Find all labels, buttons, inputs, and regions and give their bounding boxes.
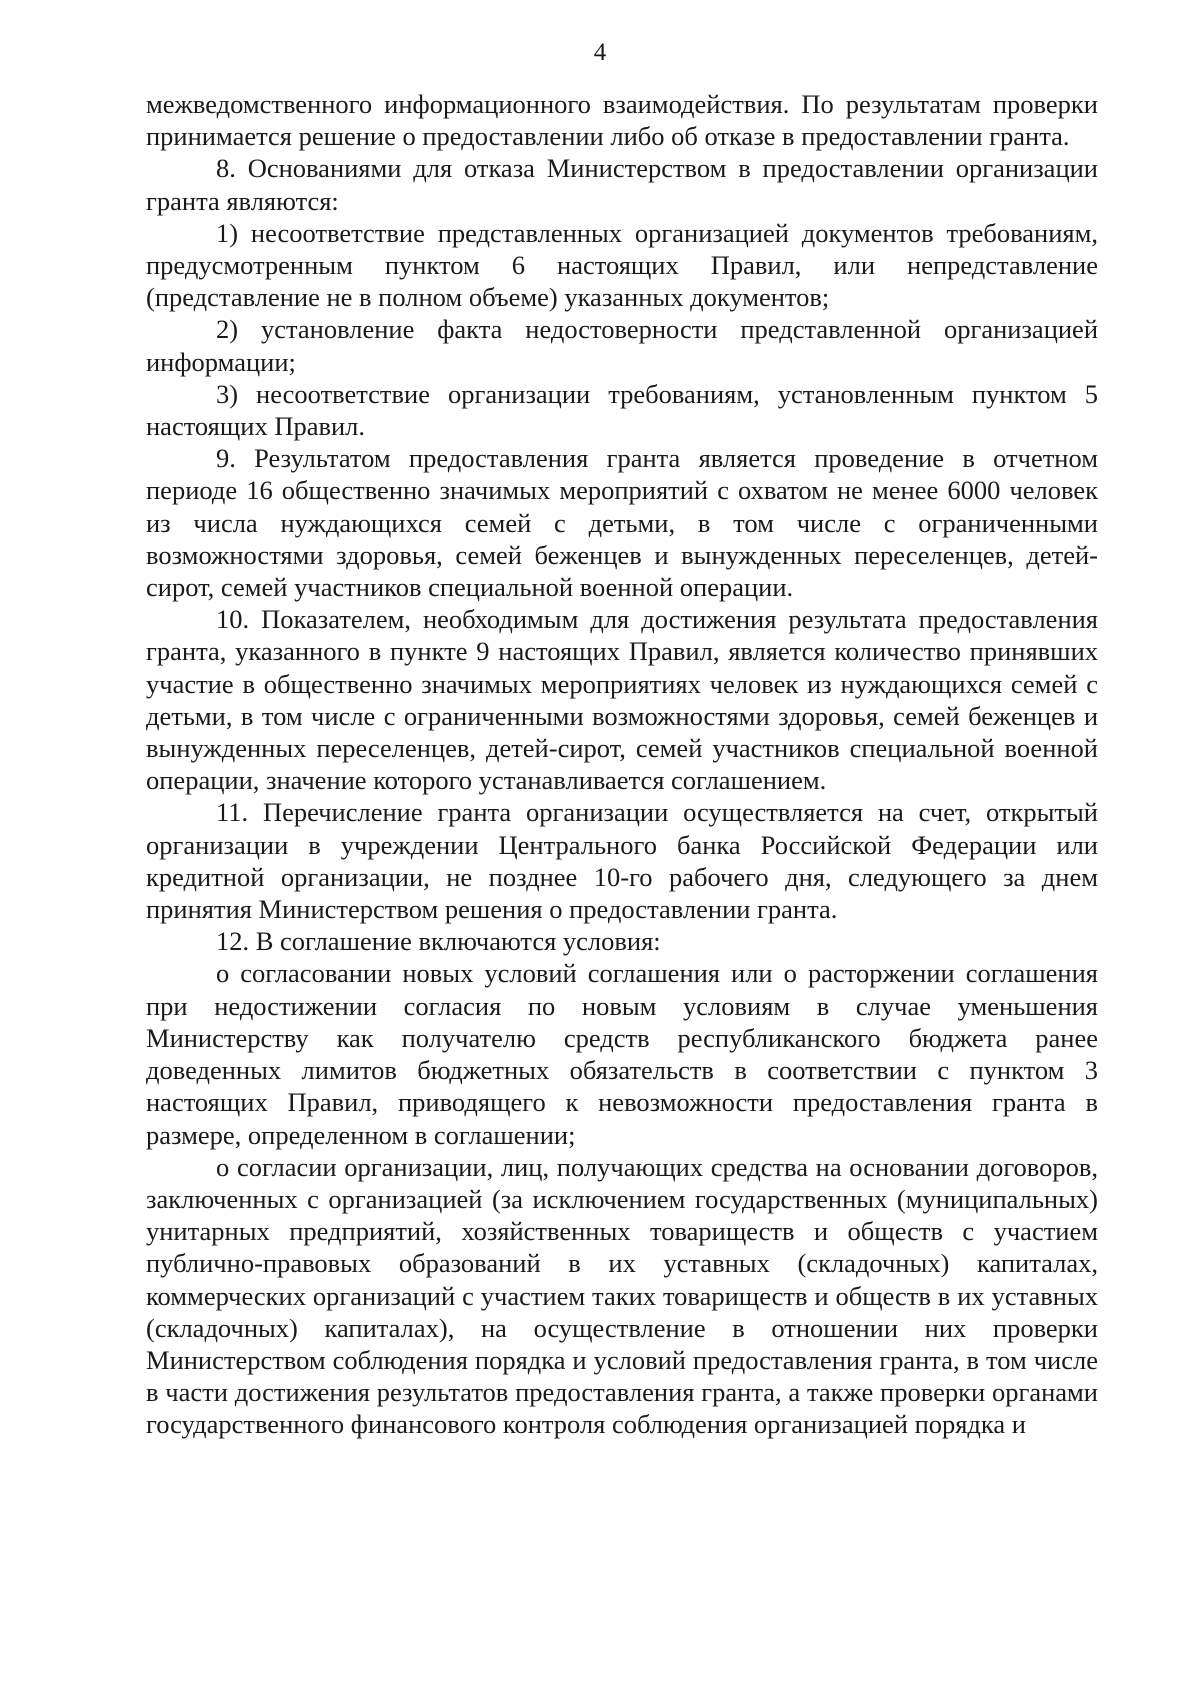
paragraph: 11. Перечисление гранта организации осуществляется на счет, открытый организации в учреждении Центрального банка Российской Федерации или кредитной организации, не позднее 10-го рабочего дня, следующего за днем принятия Министерством решения о предоставлении гранта. [146,797,1098,925]
paragraph: межведомственного информационного взаимодействия. По результатам проверки принимается решение о предоставлении либо об отказе в предоставлении гранта. [146,89,1098,152]
paragraph: о согласии организации, лиц, получающих средства на основании договоров, заключенных с организацией (за исключением государственных (муниципальных) унитарных предприятий, хозяйственных товариществ и обществ с участием публично-правовых образований в их уставных (складочных) капиталах, коммерческих организаций с участием таких товариществ и обществ в их уставных (складочных) капиталах), на осуществление в отношении них проверки Министерством соблюдения порядка и условий предоставления гранта, в том числе в части достижения результатов предоставления гранта, а также проверки органами государственного финансового контроля соблюдения организацией порядка и [146,1151,1098,1440]
paragraph: 2) установление факта недостоверности представленной организацией информации; [146,314,1098,377]
paragraph: о согласовании новых условий соглашения или о расторжении соглашения при недостижении согласия по новым условиям в случае уменьшения Министерству как получателю средств республиканского бюджета ранее доведенных лимитов бюджетных обязательств в соответствии с пунктом 3 настоящих Правил, приводящего к невозможности предоставления гранта в размере, определенном в соглашении; [146,958,1098,1150]
paragraph: 9. Результатом предоставления гранта является проведение в отчетном периоде 16 общественно значимых мероприятий с охватом не менее 6000 человек из числа нуждающихся семей с детьми, в том числе с ограниченными возможностями здоровья, семей беженцев и вынужденных переселенцев, детей-сирот, семей участников специальной военной операции. [146,443,1098,603]
document-body [146,88,1098,1441]
paragraph: 10. Показателем, необходимым для достижения результата предоставления гранта, указанного в пункте 9 настоящих Правил, является количество принявших участие в общественно значимых мероприятиях человек из нуждающихся семей с детьми, в том числе с ограниченными возможностями здоровья, семей беженцев и вынужденных переселенцев, детей-сирот, семей участников специальной военной операции, значение которого устанавливается соглашением. [146,604,1098,796]
paragraph: 12. В соглашение включаются условия: [216,926,661,957]
paragraph: 1) несоответствие представленных организацией документов требованиям, предусмотренным пунктом 6 настоящих Правил, или непредставление (представление не в полном объеме) указанных документов; [146,217,1098,313]
paragraph: 3) несоответствие организации требованиям, установленным пунктом 5 настоящих Правил. [146,378,1098,442]
page-number: 4 [593,39,607,66]
paragraph: 8. Основаниями для отказа Министерством в предоставлении организации гранта являются: [146,153,1098,216]
